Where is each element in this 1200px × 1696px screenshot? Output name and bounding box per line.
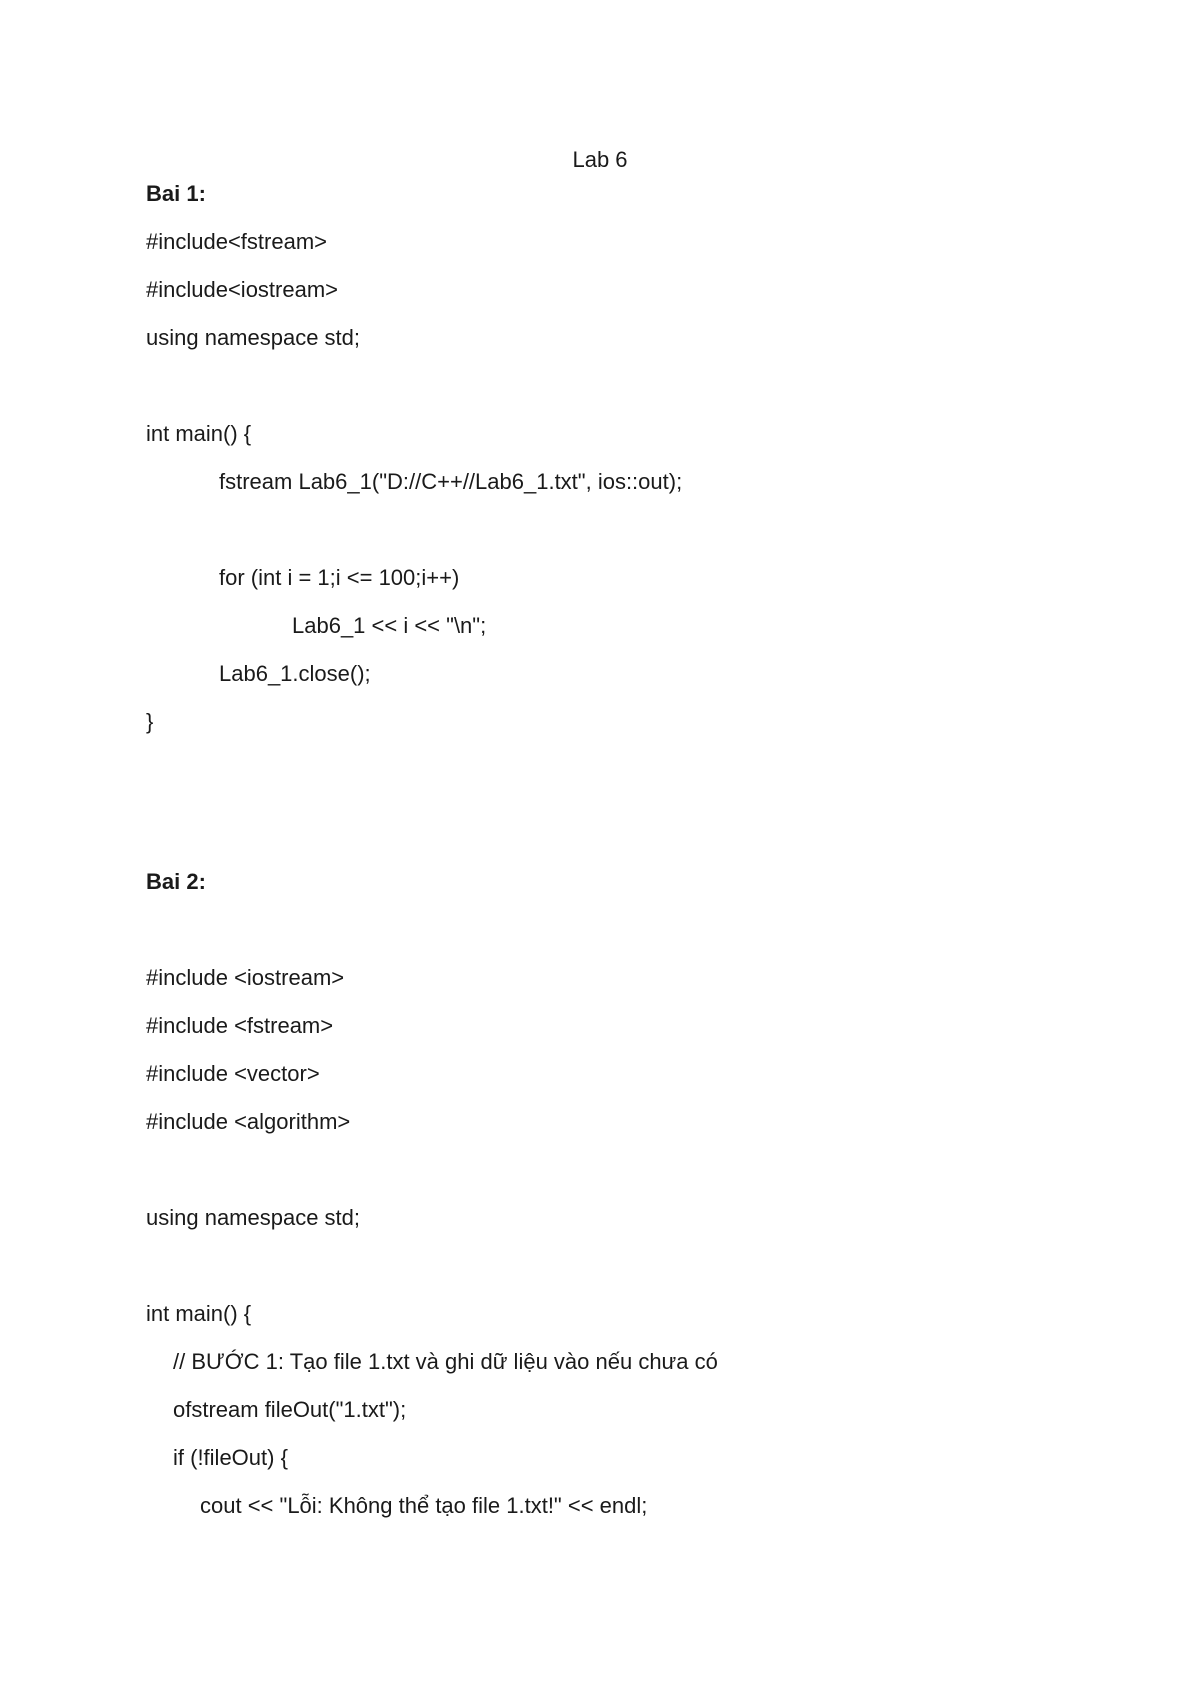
code-line: fstream Lab6_1("D://C++//Lab6_1.txt", ios::out); (219, 469, 683, 494)
code-line: #include<iostream> (146, 277, 339, 302)
code-line: using namespace std; (146, 1205, 361, 1230)
code-comment: // BƯỚC 1: Tạo file 1.txt và ghi dữ liệu vào nếu chưa có (173, 1349, 718, 1374)
code-line: #include <vector> (146, 1061, 320, 1086)
code-line: #include <iostream> (146, 965, 345, 990)
code-line: cout << "Lỗi: Không thể tạo file 1.txt!" << endl; (200, 1493, 648, 1518)
code-line: int main() { (146, 1301, 252, 1326)
code-line: Lab6_1 << i << "\n"; (292, 613, 487, 638)
code-line: #include <algorithm> (146, 1109, 351, 1134)
code-line: ofstream fileOut("1.txt"); (173, 1397, 407, 1422)
code-line: if (!fileOut) { (173, 1445, 288, 1470)
code-line: int main() { (146, 421, 252, 446)
section-heading-bai-2: Bai 2: (146, 869, 206, 894)
code-line: #include<fstream> (146, 229, 327, 254)
section-heading-bai-1: Bai 1: (146, 181, 206, 206)
code-line: Lab6_1.close(); (219, 661, 371, 686)
code-line: #include <fstream> (146, 1013, 334, 1038)
code-line: for (int i = 1;i <= 100;i++) (219, 565, 460, 590)
document-title: Lab 6 (572, 147, 628, 172)
code-line: } (146, 709, 154, 734)
code-line: using namespace std; (146, 325, 361, 350)
